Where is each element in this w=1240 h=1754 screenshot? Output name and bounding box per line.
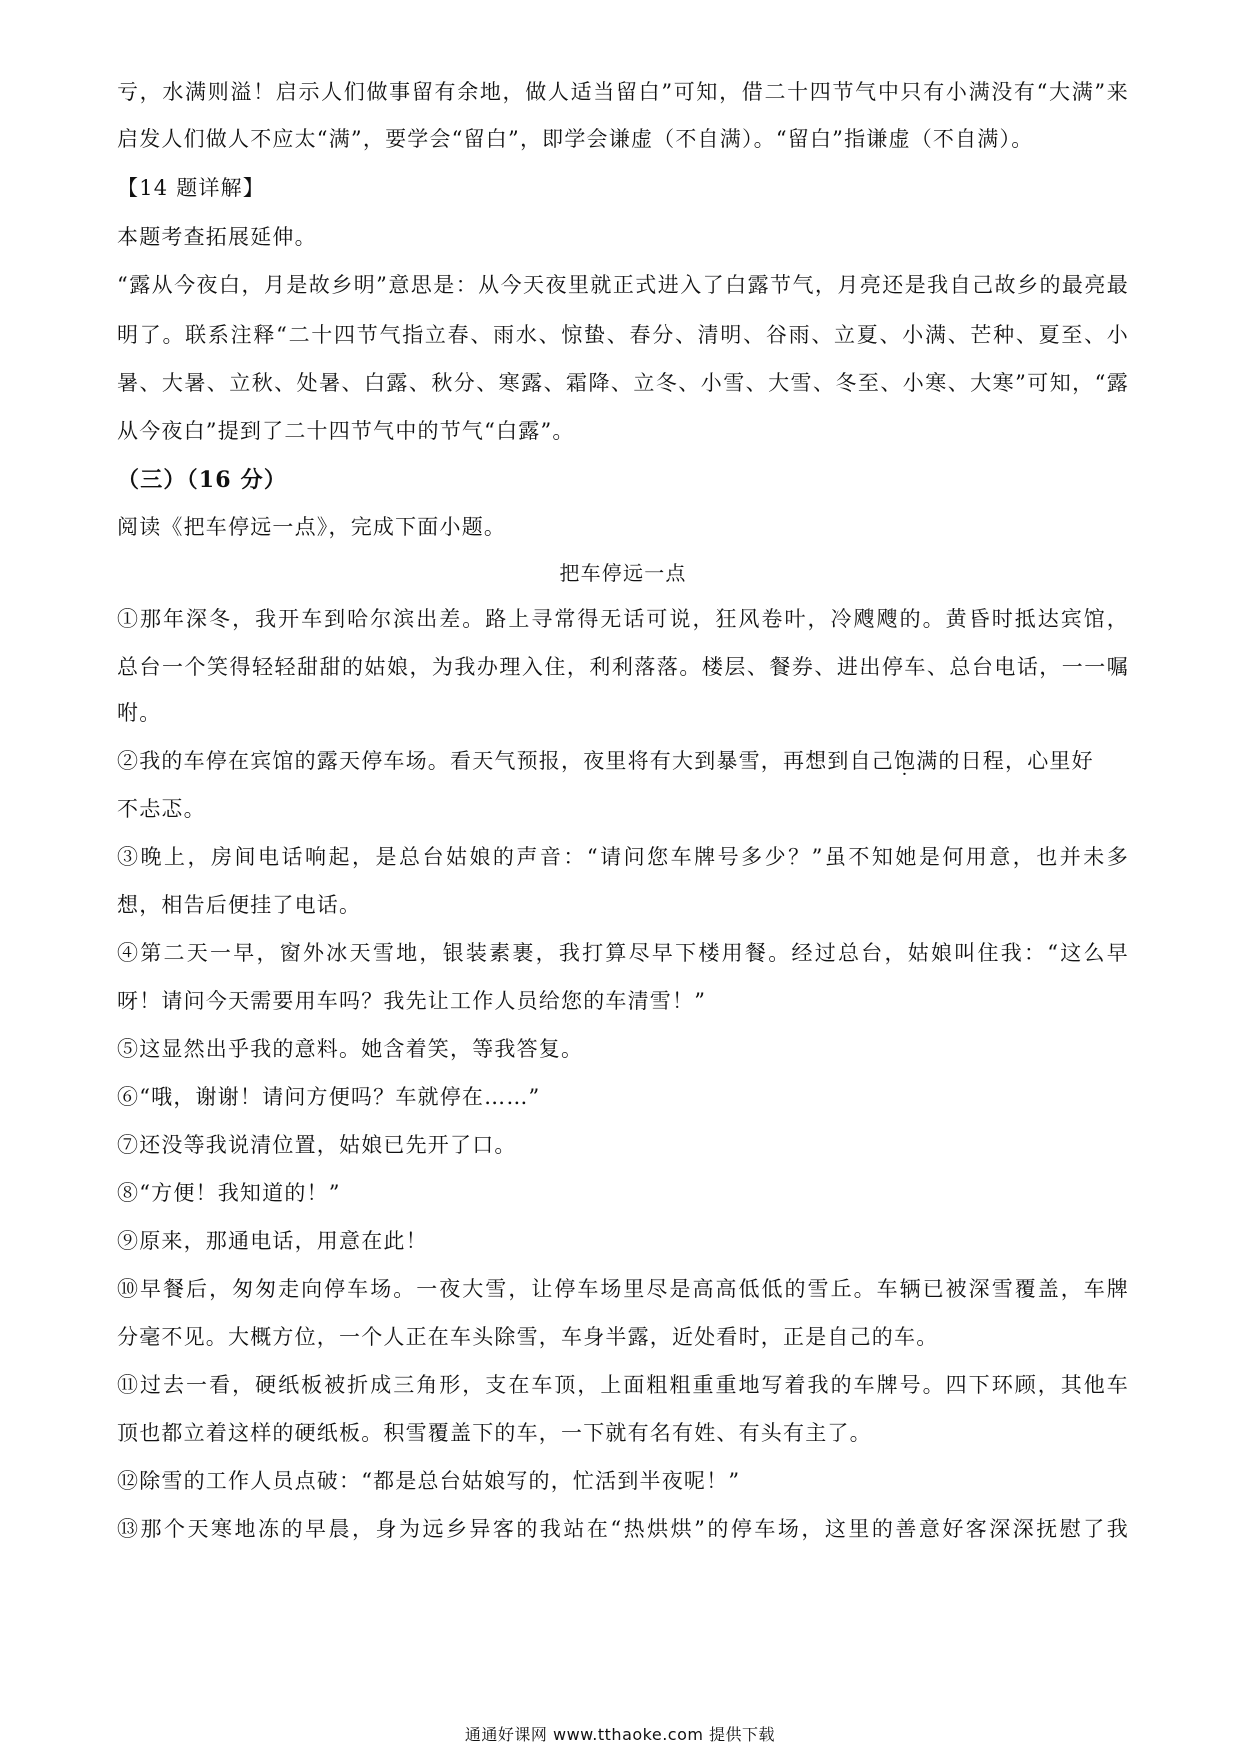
section-3-instruction: 阅读《把车停远一点》，完成下面小题。 — [117, 515, 507, 539]
paragraph-1-line: 总台一个笑得轻轻甜甜的姑娘，为我办理入住，利利落落。楼层、餐券、进出停车、总台电话，一一嘱 — [117, 655, 1129, 679]
paragraph-9: ⑨原来，那通电话，用意在此！ — [117, 1229, 428, 1253]
paragraph-13-line: ⑬那个天寒地冻的早晨，身为远乡异客的我站在“热烘烘”的停车场，这里的善意好客深深抚慰了我 — [117, 1517, 1129, 1541]
emphasized-character: 饱 — [894, 749, 917, 773]
section-3-heading: （三）（16 分） — [117, 467, 288, 493]
paragraph-4-line: ④第二天一早，窗外冰天雪地，银装素裹，我打算尽早下楼用餐。经过总台，姑娘叫住我：“这么早 — [117, 941, 1129, 965]
paragraph-3-line: 想，相告后便挂了电话。 — [117, 893, 362, 917]
paragraph-1-line: 咐。 — [117, 701, 162, 725]
paragraph-2-line: 不忐忑。 — [117, 797, 206, 821]
text-line: “露从今夜白，月是故乡明”意思是：从今天夜里就正式进入了白露节气，月亮还是我自己故乡的最亮最 — [117, 273, 1129, 297]
paragraph-11-line: 顶也都立着这样的硬纸板。积雪覆盖下的车，一下就有名有姓、有头有主了。 — [117, 1421, 872, 1445]
paragraph-7: ⑦还没等我说清位置，姑娘已先开了口。 — [117, 1133, 517, 1157]
paragraph-10-line: 分毫不见。大概方位，一个人正在车头除雪，车身半露，近处看时，正是自己的车。 — [117, 1325, 939, 1349]
question-14-intro: 本题考查拓展延伸。 — [117, 225, 317, 249]
page-footer: 通通好课网 www.tthaoke.com 提供下载 — [464, 1725, 776, 1744]
paragraph-2-text: ②我的车停在宾馆的露天停车场。看天气预报，夜里将有大到暴雪，再想到自己 — [117, 749, 894, 773]
paragraph-1-line: ①那年深冬，我开车到哈尔滨出差。路上寻常得无话可说，狂风卷叶，冷飕飕的。黄昏时抵达宾馆， — [117, 607, 1129, 631]
article-title: 把车停远一点 — [559, 561, 687, 585]
paragraph-12: ⑫除雪的工作人员点破：“都是总台姑娘写的，忙活到半夜呢！” — [117, 1469, 741, 1493]
question-14-heading: 【14 题详解】 — [117, 176, 265, 200]
paragraph-10-line: ⑩早餐后，匆匆走向停车场。一夜大雪，让停车场里尽是高高低低的雪丘。车辆已被深雪覆盖，车牌 — [117, 1277, 1129, 1301]
paragraph-3-line: ③晚上，房间电话响起，是总台姑娘的声音：“请问您车牌号多少？”虽不知她是何用意，也并未多 — [117, 845, 1129, 869]
paragraph-2-text: 满的日程，心里好 — [916, 749, 1094, 773]
text-line: 暑、大暑、立秋、处暑、白露、秋分、寒露、霜降、立冬、小雪、大雪、冬至、小寒、大寒”可知，“露 — [117, 371, 1129, 395]
paragraph-4-line: 呀！请问今天需要用车吗？我先让工作人员给您的车清雪！” — [117, 989, 707, 1013]
text-line: 明了。联系注释“二十四节气指立春、雨水、惊蛰、春分、清明、谷雨、立夏、小满、芒种、夏至、小 — [117, 323, 1129, 347]
paragraph-11-line: ⑪过去一看，硬纸板被折成三角形，支在车顶，上面粗粗重重地写着我的车牌号。四下环顾，其他车 — [117, 1373, 1129, 1397]
paragraph-2-line — [117, 745, 1094, 775]
text-line: 从今夜白”提到了二十四节气中的节气“白露”。 — [117, 419, 575, 443]
text-line: 启发人们做人不应太“满”，要学会“留白”，即学会谦虚（不自满）。“留白”指谦虚（不自满）。 — [117, 127, 1034, 151]
paragraph-5: ⑤这显然出乎我的意料。她含着笑，等我答复。 — [117, 1037, 584, 1061]
paragraph-8: ⑧“方便！我知道的！” — [117, 1181, 341, 1205]
text-line: 亏，水满则溢！启示人们做事留有余地，做人适当留白”可知，借二十四节气中只有小满没有“大满”来 — [117, 80, 1129, 104]
paragraph-6: ⑥“哦，谢谢！请问方便吗？车就停在……” — [117, 1085, 541, 1109]
